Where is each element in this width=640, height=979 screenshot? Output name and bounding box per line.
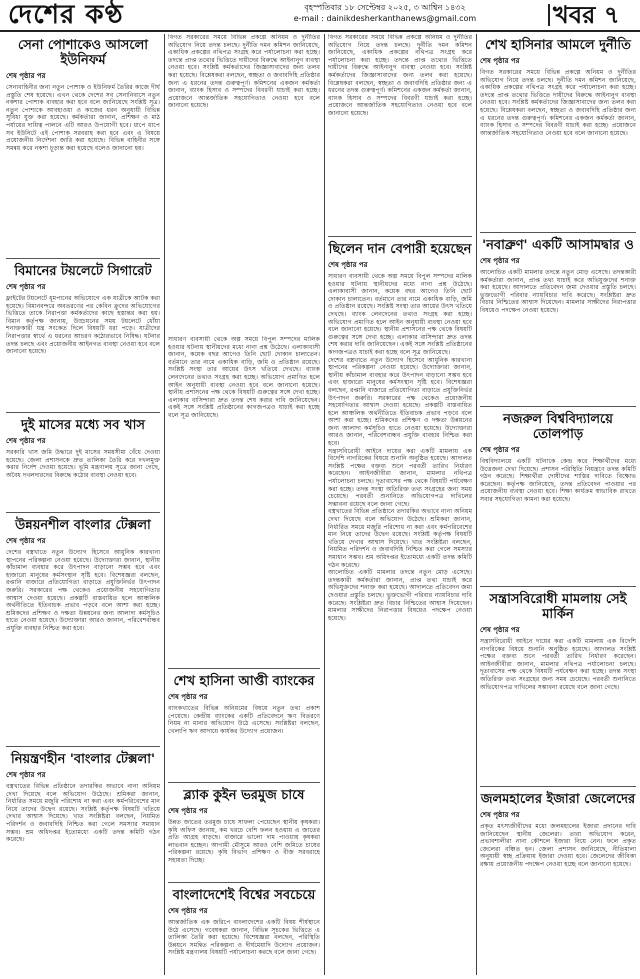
article-headline: 'নবাব্রুণ' একটি আসামদ্বার ও bbox=[482, 238, 634, 253]
continued-label: শেষ পৃষ্ঠার পর bbox=[168, 806, 208, 815]
article-body: ব্যাংকখাতের বিভিন্ন অনিয়মের বিষয়ে নতুন তথ্য প্রকাশ পেয়েছে। কেন্দ্রীয় ব্যাংকের একটি প্রতিবেদনে ঋণ বিতরণে নিয়ম না মানার অভিযোগ উঠে এসেছে। সংশ্লিষ্টরা বলছেন, খেলাপি ঋণ আদায়ে কার্যকর উদ্যোগ প্রয়োজন। bbox=[168, 705, 320, 735]
newspaper-logo: দেশের কণ্ঠ bbox=[8, 0, 124, 30]
article-nazrul-university bbox=[480, 408, 636, 584]
section-name: খবর bbox=[553, 0, 596, 29]
article-divider bbox=[6, 746, 160, 747]
article-body: সন্ত্রাসবিরোধী আইনে দায়ের করা একটি মামলায় এক বিদেশি নাগরিকের বিষয়ে শুনানি অনুষ্ঠিত হয়েছে। আদালত সংশ্লিষ্ট পক্ষের বক্তব্য শুনে পরবর্তী তারিখ নির্ধারণ করেছেন। আইনজীবীরা জানান, মামলার নথিপত্র পর্যালোচনা চলছে। দূতাবাসের পক্ষ থেকে বিষয়টি পর্যবেক্ষণ করা হচ্ছে। তদন্ত সংস্থা অতিরিক্ত তথ্য সংগ্রহের জন্য সময় চেয়েছে। পরবর্তী শুনানিতে অভিযোগপত্র দাখিলের সম্ভাবনা রয়েছে বলে জানা গেছে। bbox=[480, 638, 636, 691]
article-antiterror-case bbox=[480, 588, 636, 784]
article-body: বিগত সরকারের সময়ে বিভিন্ন প্রকল্পে অনিয়ম ও দুর্নীতির অভিযোগ নিয়ে তদন্ত চলছে। দুর্নীতি দমন কমিশন জানিয়েছে, একাধিক প্রকল্পের নথিপত্র সংগ্রহ করে পর্যালোচনা করা হচ্ছে। তদন্তে প্রাপ্ত তথ্যের ভিত্তিতে দায়ীদের বিরুদ্ধে আইনানুগ ব্যবস্থা নেওয়া হবে। সংশ্লিষ্ট কর্মকর্তাদের জিজ্ঞাসাবাদের জন্য তলব করা হয়েছে। বিশ্লেষকরা বলছেন, স্বচ্ছতা ও জবাবদিহি প্রতিষ্ঠার জন্য এ ধরনের তদন্ত গুরুত্বপূর্ণ। কমিশনের একজন কর্মকর্তা জানান, ব্যাংক হিসাব ও সম্পদের বিবরণী যাচাই করা হচ্ছে। প্রয়োজনে আন্তর্জাতিক সহযোগিতাও নেওয়া হবে বলে জানানো হয়েছে। bbox=[328, 34, 472, 117]
article-headline: জলমহালের ইজারা জেলেদের bbox=[480, 792, 636, 807]
article-body: বস্ত্রখাতের বিভিন্ন প্রতিষ্ঠানে তদারকির অভাবে নানা অনিয়ম দেখা দিয়েছে বলে অভিযোগ উঠেছে। শ্রমিকরা জানান, নির্ধারিত সময়ে মজুরি পরিশোধ না করা এবং কর্মপরিবেশের মান নিয়ে তাদের উদ্বেগ রয়েছে। সংশ্লিষ্ট কর্তৃপক্ষ বিষয়টি খতিয়ে দেখার আশ্বাস দিয়েছে। খাত সংশ্লিষ্টরা বলছেন, নিয়মিত পরিদর্শন ও জবাবদিহি নিশ্চিত করা গেলে সমস্যার সমাধান সম্ভব। শ্রম অধিদপ্তর ইতোমধ্যে একটি তদন্ত কমিটি গঠন করেছে। bbox=[328, 508, 472, 569]
continued-label: শেষ পৃষ্ঠার পর bbox=[480, 810, 520, 819]
article-divider bbox=[168, 782, 320, 783]
continued-label: শেষ পৃষ্ঠার পর bbox=[480, 56, 520, 65]
article-body: আন্তর্জাতিক এক জরিপে বাংলাদেশের একটি বিষয় শীর্ষস্থানে উঠে এসেছে। গবেষকরা জানান, বিভিন্ন সূচকের ভিত্তিতে এ তালিকা তৈরি করা হয়েছে। বিশেষজ্ঞরা বলছেন, পরিস্থিতি উন্নয়নে সমন্বিত পরিকল্পনা ও দীর্ঘমেয়াদি উদ্যোগ প্রয়োজন। সংশ্লিষ্ট মন্ত্রণালয় বিষয়টি পর্যালোচনা করছে বলে জানা গেছে। bbox=[168, 919, 320, 957]
article-divider bbox=[480, 586, 636, 587]
article-headline: উন্নয়নশীল বাংলার টেক্সলা bbox=[15, 518, 151, 533]
article-cigarette bbox=[6, 260, 160, 410]
article-divider bbox=[328, 236, 472, 237]
article-headline: ব্ল্যাক কুইন ভরমুজ চাষে bbox=[183, 788, 305, 803]
article-body: সাধারণ ব্যবসায়ী থেকে অল্প সময়ে বিপুল সম্পদের মালিক হওয়ার ঘটনায় স্থানীয়দের মধ্যে নানা প্রশ্ন উঠেছে। এলাকাবাসী জানান, কয়েক বছর আগেও তিনি ছোট দোকান চালাতেন। বর্তমানে তার নামে একাধিক বাড়ি, জমি ও প্রতিষ্ঠান রয়েছে। সংশ্লিষ্ট সংস্থা তার আয়ের উৎস খতিয়ে দেখছে। ব্যাংক লেনদেনের তথ্যও সংগ্রহ করা হচ্ছে। অভিযোগ প্রমাণিত হলে আইন অনুযায়ী ব্যবস্থা নেওয়া হবে বলে জানানো হয়েছে। স্থানীয় প্রশাসনের পক্ষ থেকে বিষয়টি গুরুত্বের সঙ্গে দেখা হচ্ছে। এলাকার বাসিন্দারা দ্রুত তদন্ত শেষ করার দাবি জানিয়েছেন। একই সঙ্গে সংশ্লিষ্ট প্রতিষ্ঠানের কাগজপত্রও যাচাই করা হচ্ছে বলে সূত্র জানিয়েছে। bbox=[168, 336, 320, 419]
article-world-top bbox=[168, 884, 320, 974]
dateline: বৃহস্পতিবার ১৮ সেপ্টেম্বর ২০২৫, ৩ আশ্বিন ১৪৩২ bbox=[304, 3, 466, 12]
article-divider bbox=[480, 786, 636, 787]
continued-label: শেষ পৃষ্ঠার পর bbox=[6, 436, 46, 445]
article-body: সেনাবাহিনীর জন্য নতুন পোশাক ও ইউনিফর্ম তৈরির কাজে দীর্ঘ প্রস্তুতি শেষ হয়েছে। এখন থেকে দেশের সব সেনানিবাসে নতুন নকশার পোশাক ব্যবহার করা হবে বলে জানিয়েছে সংশ্লিষ্ট সূত্র। নতুন পোশাকে আবহাওয়া ও কাজের ধরন অনুযায়ী বিভিন্ন সুবিধা যুক্ত করা হয়েছে। কর্মকর্তারা জানান, প্রশিক্ষণ ও মাঠ পর্যায়ের দায়িত্ব পালনে এটি আরও উপযোগী হবে। ধাপে ধাপে সব ইউনিটে এই পোশাক সরবরাহ করা হবে এবং এ বিষয়ে প্রয়োজনীয় নির্দেশনা জারি করা হয়েছে। বিভিন্ন বাহিনীর সঙ্গে সমন্বয় করে নকশা চূড়ান্ত করা হয়েছে বলেও জানানো হয়। bbox=[6, 84, 160, 152]
article-nababrun bbox=[480, 234, 636, 404]
article-headline: শেখ হাসিনার আমলে দুর্নীতি bbox=[485, 38, 631, 53]
article-divider bbox=[168, 882, 320, 883]
continued-label: শেষ পৃষ্ঠার পর bbox=[168, 692, 208, 701]
page-number: ৭ bbox=[604, 0, 620, 29]
continued-label: শেষ পৃষ্ঠার পর bbox=[6, 71, 46, 80]
email-address: e-mail : dainikdesherkanthanews@gmail.com bbox=[293, 14, 477, 23]
article-corruption-continued-2 bbox=[168, 336, 320, 666]
column-rule bbox=[164, 34, 165, 975]
article-body: সরকারি খাস জমি উদ্ধারে দুই মাসের সময়সীমা বেঁধে দেওয়া হয়েছে। জেলা প্রশাসনকে দ্রুত তালিকা তৈরি করে দখলমুক্ত করার নির্দেশ দেওয়া হয়েছে। ভূমি মন্ত্রণালয় সূত্রে জানা গেছে, অবৈধ দখলদারদের বিরুদ্ধে কঠোর ব্যবস্থা নেওয়া হবে। bbox=[6, 449, 160, 479]
article-businessman bbox=[328, 238, 472, 974]
article-khas-land bbox=[6, 414, 160, 510]
article-headline: দুই মাসের মধ্যে সব খাস bbox=[21, 418, 145, 433]
article-headline: সেনা পোশাকেও আসলো ইউনিফর্ম bbox=[17, 38, 149, 68]
masthead bbox=[0, 0, 640, 32]
continued-label: শেষ পৃষ্ঠার পর bbox=[328, 260, 368, 269]
article-divider bbox=[6, 258, 160, 259]
article-jalmahal-lease bbox=[480, 788, 636, 974]
article-headline: শেখ হাসিনা আপ্তী ব্যাংকের bbox=[173, 674, 315, 689]
article-uniform bbox=[6, 34, 160, 256]
article-body: দেশের বস্ত্রখাতে নতুন উদ্যোগ হিসেবে আধুনিক কারখানা স্থাপনের পরিকল্পনা নেওয়া হয়েছে। উদ্যোক্তারা জানান, স্থানীয় কাঁচামাল ব্যবহার করে উৎপাদন বাড়ানো সম্ভব হবে এবং হাজারো মানুষের কর্মসংস্থান সৃষ্টি হবে। বিশেষজ্ঞরা বলছেন, রপ্তানি বাজারে প্রতিযোগিতা বাড়াতে প্রযুক্তিনির্ভর উৎপাদন জরুরি। সরকারের পক্ষ থেকেও প্রয়োজনীয় সহযোগিতার আশ্বাস দেওয়া হয়েছে। প্রকল্পটি বাস্তবায়িত হলে আঞ্চলিক অর্থনীতিতে ইতিবাচক প্রভাব পড়বে বলে আশা করা হচ্ছে। শ্রমিকদের প্রশিক্ষণ ও দক্ষতা উন্নয়নের জন্য আলাদা কর্মসূচিও হাতে নেওয়া হয়েছে। উদ্যোক্তারা আরও জানান, পরিবেশবান্ধব প্রযুক্তি ব্যবহার নিশ্চিত করা হবে। bbox=[328, 356, 472, 448]
article-headline: সন্ত্রাসবিরোধী মামলায় সেই মার্কিন bbox=[489, 592, 627, 622]
article-headline: নজরুল বিশ্ববিদ্যালয়ে তোলপাড় bbox=[503, 412, 613, 442]
continued-label: শেষ পৃষ্ঠার পর bbox=[480, 625, 520, 634]
continued-label: শেষ পৃষ্ঠার পর bbox=[6, 536, 46, 545]
continued-label: শেষ পৃষ্ঠার পর bbox=[6, 282, 46, 291]
article-body: উন্নত জাতের তরমুজ চাষে সাফল্য পেয়েছেন স্থানীয় কৃষকরা। কৃষি অফিস জানায়, কম খরচে বেশি ফলন হওয়ায় এ জাতের প্রতি আগ্রহ বাড়ছে। বাজারে ভালো দাম পাওয়ায় কৃষকরা লাভবান হচ্ছেন। আগামী মৌসুমে আরও বেশি জমিতে চাষের পরিকল্পনা রয়েছে। কৃষি বিভাগ প্রশিক্ষণ ও বীজ সরবরাহে সহায়তা দিচ্ছে। bbox=[168, 819, 320, 864]
article-body: আলোচিত একটি মামলার তদন্তে নতুন মোড় এসেছে। তদন্তকারী কর্মকর্তারা জানান, প্রাপ্ত তথ্য যাচাই করে অভিযুক্তদের শনাক্ত করা হয়েছে। আদালতে প্রতিবেদন জমা দেওয়ার প্রস্তুতি চলছে। ভুক্তভোগী পরিবার ন্যায়বিচার দাবি করেছে। সংশ্লিষ্টরা দ্রুত বিচার নিশ্চিতের আশ্বাস দিয়েছেন। মামলার সাক্ষীদের নিরাপত্তার বিষয়েও পদক্ষেপ নেওয়া হয়েছে। bbox=[328, 569, 472, 622]
masthead-divider bbox=[548, 4, 550, 26]
article-body: বস্ত্রখাতের বিভিন্ন প্রতিষ্ঠানে তদারকির অভাবে নানা অনিয়ম দেখা দিয়েছে বলে অভিযোগ উঠেছে। শ্রমিকরা জানান, নির্ধারিত সময়ে মজুরি পরিশোধ না করা এবং কর্মপরিবেশের মান নিয়ে তাদের উদ্বেগ রয়েছে। সংশ্লিষ্ট কর্তৃপক্ষ বিষয়টি খতিয়ে দেখার আশ্বাস দিয়েছে। খাত সংশ্লিষ্টরা বলছেন, নিয়মিত পরিদর্শন ও জবাবদিহি নিশ্চিত করা গেলে সমস্যার সমাধান সম্ভব। শ্রম অধিদপ্তর ইতোমধ্যে একটি তদন্ত কমিটি গঠন করেছে। bbox=[6, 783, 160, 844]
article-body: বিশ্ববিদ্যালয়ে একটি ঘটনাকে কেন্দ্র করে শিক্ষার্থীদের মধ্যে উত্তেজনা দেখা দিয়েছে। প্রশাসন পরিস্থিতি নিয়ন্ত্রণে তদন্ত কমিটি গঠন করেছে। শিক্ষার্থীরা দোষীদের শাস্তির দাবিতে বিক্ষোভ করেছেন। কর্তৃপক্ষ জানিয়েছে, তদন্ত প্রতিবেদন পাওয়ার পর প্রয়োজনীয় ব্যবস্থা নেওয়া হবে। শিক্ষা কার্যক্রম স্বাভাবিক রাখতে সবার সহযোগিতা কামনা করা হয়েছে। bbox=[480, 458, 636, 503]
article-body: সন্ত্রাসবিরোধী আইনে দায়ের করা একটি মামলায় এক বিদেশি নাগরিকের বিষয়ে শুনানি অনুষ্ঠিত হয়েছে। আদালত সংশ্লিষ্ট পক্ষের বক্তব্য শুনে পরবর্তী তারিখ নির্ধারণ করেছেন। আইনজীবীরা জানান, মামলার নথিপত্র পর্যালোচনা চলছে। দূতাবাসের পক্ষ থেকে বিষয়টি পর্যবেক্ষণ করা হচ্ছে। তদন্ত সংস্থা অতিরিক্ত তথ্য সংগ্রহের জন্য সময় চেয়েছে। পরবর্তী শুনানিতে অভিযোগপত্র দাখিলের সম্ভাবনা রয়েছে বলে জানা গেছে। bbox=[328, 447, 472, 508]
article-headline: বাংলাদেশেই বিশ্বের সবচেয়ে bbox=[172, 888, 316, 903]
article-column3-top bbox=[328, 34, 472, 234]
article-body: সাধারণ ব্যবসায়ী থেকে অল্প সময়ে বিপুল সম্পদের মালিক হওয়ার ঘটনায় স্থানীয়দের মধ্যে নানা প্রশ্ন উঠেছে। এলাকাবাসী জানান, কয়েক বছর আগেও তিনি ছোট দোকান চালাতেন। বর্তমানে তার নামে একাধিক বাড়ি, জমি ও প্রতিষ্ঠান রয়েছে। সংশ্লিষ্ট সংস্থা তার আয়ের উৎস খতিয়ে দেখছে। ব্যাংক লেনদেনের তথ্যও সংগ্রহ করা হচ্ছে। অভিযোগ প্রমাণিত হলে আইন অনুযায়ী ব্যবস্থা নেওয়া হবে বলে জানানো হয়েছে। স্থানীয় প্রশাসনের পক্ষ থেকে বিষয়টি গুরুত্বের সঙ্গে দেখা হচ্ছে। এলাকার বাসিন্দারা দ্রুত তদন্ত শেষ করার দাবি জানিয়েছেন। একই সঙ্গে সংশ্লিষ্ট প্রতিষ্ঠানের কাগজপত্রও যাচাই করা হচ্ছে বলে সূত্র জানিয়েছে। bbox=[328, 273, 472, 356]
article-divider bbox=[6, 412, 160, 413]
article-headline: ছিলেন দান বেপারী হয়েছেন bbox=[328, 242, 472, 257]
article-textile-uncontrolled bbox=[6, 748, 160, 974]
article-divider bbox=[168, 668, 320, 669]
article-body: বিগত সরকারের সময়ে বিভিন্ন প্রকল্পে অনিয়ম ও দুর্নীতির অভিযোগ নিয়ে তদন্ত চলছে। দুর্নীতি দমন কমিশন জানিয়েছে, একাধিক প্রকল্পের নথিপত্র সংগ্রহ করে পর্যালোচনা করা হচ্ছে। তদন্তে প্রাপ্ত তথ্যের ভিত্তিতে দায়ীদের বিরুদ্ধে আইনানুগ ব্যবস্থা নেওয়া হবে। সংশ্লিষ্ট কর্মকর্তাদের জিজ্ঞাসাবাদের জন্য তলব করা হয়েছে। বিশ্লেষকরা বলছেন, স্বচ্ছতা ও জবাবদিহি প্রতিষ্ঠার জন্য এ ধরনের তদন্ত গুরুত্বপূর্ণ। কমিশনের একজন কর্মকর্তা জানান, ব্যাংক হিসাব ও সম্পদের বিবরণী যাচাই করা হচ্ছে। প্রয়োজনে আন্তর্জাতিক সহযোগিতাও নেওয়া হবে বলে জানানো হয়েছে। bbox=[480, 69, 636, 137]
continued-label: শেষ পৃষ্ঠার পর bbox=[6, 770, 46, 779]
continued-label: শেষ পৃষ্ঠার পর bbox=[168, 906, 208, 915]
article-divider bbox=[480, 406, 636, 407]
column-rule bbox=[476, 34, 477, 975]
article-divider bbox=[480, 232, 636, 233]
article-body: ফ্লাইটের টয়লেটে ধূমপানের অভিযোগে এক যাত্রীকে আটক করা হয়েছে। বিমানবন্দরে অবতরণের পর কেবিন ক্রুদের অভিযোগের ভিত্তিতে তাকে নিরাপত্তা কর্মকর্তাদের কাছে হস্তান্তর করা হয়। বিমান কর্তৃপক্ষ জানায়, উড্ডয়নের সময় টয়লেটে ধোঁয়া শনাক্তকারী যন্ত্র সংকেত দিলে বিষয়টি ধরা পড়ে। যাত্রীদের নিরাপত্তার স্বার্থে এ ধরনের আচরণ কঠোরভাবে নিষিদ্ধ। ঘটনার তদন্ত চলছে এবং প্রয়োজনীয় আইনগত ব্যবস্থা নেওয়া হবে বলে জানানো হয়েছে। bbox=[6, 295, 160, 356]
article-corruption bbox=[480, 34, 636, 230]
article-headline: নিয়ন্ত্রণহীন 'বাংলার টেক্সলা' bbox=[11, 752, 155, 767]
article-divider bbox=[6, 512, 160, 513]
article-body: বিগত সরকারের সময়ে বিভিন্ন প্রকল্পে অনিয়ম ও দুর্নীতির অভিযোগ নিয়ে তদন্ত চলছে। দুর্নীতি দমন কমিশন জানিয়েছে, একাধিক প্রকল্পের নথিপত্র সংগ্রহ করে পর্যালোচনা করা হচ্ছে। তদন্তে প্রাপ্ত তথ্যের ভিত্তিতে দায়ীদের বিরুদ্ধে আইনানুগ ব্যবস্থা নেওয়া হবে। সংশ্লিষ্ট কর্মকর্তাদের জিজ্ঞাসাবাদের জন্য তলব করা হয়েছে। বিশ্লেষকরা বলছেন, স্বচ্ছতা ও জবাবদিহি প্রতিষ্ঠার জন্য এ ধরনের তদন্ত গুরুত্বপূর্ণ। কমিশনের একজন কর্মকর্তা জানান, ব্যাংক হিসাব ও সম্পদের বিবরণী যাচাই করা হচ্ছে। প্রয়োজনে আন্তর্জাতিক সহযোগিতাও নেওয়া হবে বলে জানানো হয়েছে। bbox=[168, 34, 320, 110]
article-headline: বিমানের টয়লেটে সিগারেট bbox=[14, 264, 152, 279]
article-textile bbox=[6, 514, 160, 744]
continued-label: শেষ পৃষ্ঠার পর bbox=[480, 256, 520, 265]
article-body: আলোচিত একটি মামলার তদন্তে নতুন মোড় এসেছে। তদন্তকারী কর্মকর্তারা জানান, প্রাপ্ত তথ্য যাচাই করে অভিযুক্তদের শনাক্ত করা হয়েছে। আদালতে প্রতিবেদন জমা দেওয়ার প্রস্তুতি চলছে। ভুক্তভোগী পরিবার ন্যায়বিচার দাবি করেছে। সংশ্লিষ্টরা দ্রুত বিচার নিশ্চিতের আশ্বাস দিয়েছেন। মামলার সাক্ষীদের নিরাপত্তার বিষয়েও পদক্ষেপ নেওয়া হয়েছে। bbox=[480, 269, 636, 314]
article-bank bbox=[168, 670, 320, 780]
column-rule bbox=[324, 34, 325, 975]
article-watermelon bbox=[168, 784, 320, 880]
article-corruption-continued bbox=[168, 34, 320, 334]
article-body: প্রকৃত মৎস্যজীবীদের মধ্যে জলমহালের ইজারা প্রদানের দাবি জানিয়েছেন স্থানীয় জেলেরা। তারা অভিযোগ করেন, প্রভাবশালীরা নানা কৌশলে ইজারা নিয়ে নেন। ফলে প্রকৃত জেলেরা বঞ্চিত হন। জেলা প্রশাসন জানিয়েছে, নীতিমালা অনুযায়ী স্বচ্ছ প্রক্রিয়ায় ইজারা দেওয়া হবে। জেলেদের জীবিকা রক্ষায় প্রয়োজনীয় পদক্ষেপ নেওয়া হচ্ছে বলে জানানো হয়েছে। bbox=[480, 823, 636, 868]
article-body: দেশের বস্ত্রখাতে নতুন উদ্যোগ হিসেবে আধুনিক কারখানা স্থাপনের পরিকল্পনা নেওয়া হয়েছে। উদ্যোক্তারা জানান, স্থানীয় কাঁচামাল ব্যবহার করে উৎপাদন বাড়ানো সম্ভব হবে এবং হাজারো মানুষের কর্মসংস্থান সৃষ্টি হবে। বিশেষজ্ঞরা বলছেন, রপ্তানি বাজারে প্রতিযোগিতা বাড়াতে প্রযুক্তিনির্ভর উৎপাদন জরুরি। সরকারের পক্ষ থেকেও প্রয়োজনীয় সহযোগিতার আশ্বাস দেওয়া হয়েছে। প্রকল্পটি বাস্তবায়িত হলে আঞ্চলিক অর্থনীতিতে ইতিবাচক প্রভাব পড়বে বলে আশা করা হচ্ছে। শ্রমিকদের প্রশিক্ষণ ও দক্ষতা উন্নয়নের জন্য আলাদা কর্মসূচিও হাতে নেওয়া হয়েছে। উদ্যোক্তারা আরও জানান, পরিবেশবান্ধব প্রযুক্তি ব্যবহার নিশ্চিত করা হবে। bbox=[6, 549, 160, 632]
continued-label: শেষ পৃষ্ঠার পর bbox=[480, 445, 520, 454]
